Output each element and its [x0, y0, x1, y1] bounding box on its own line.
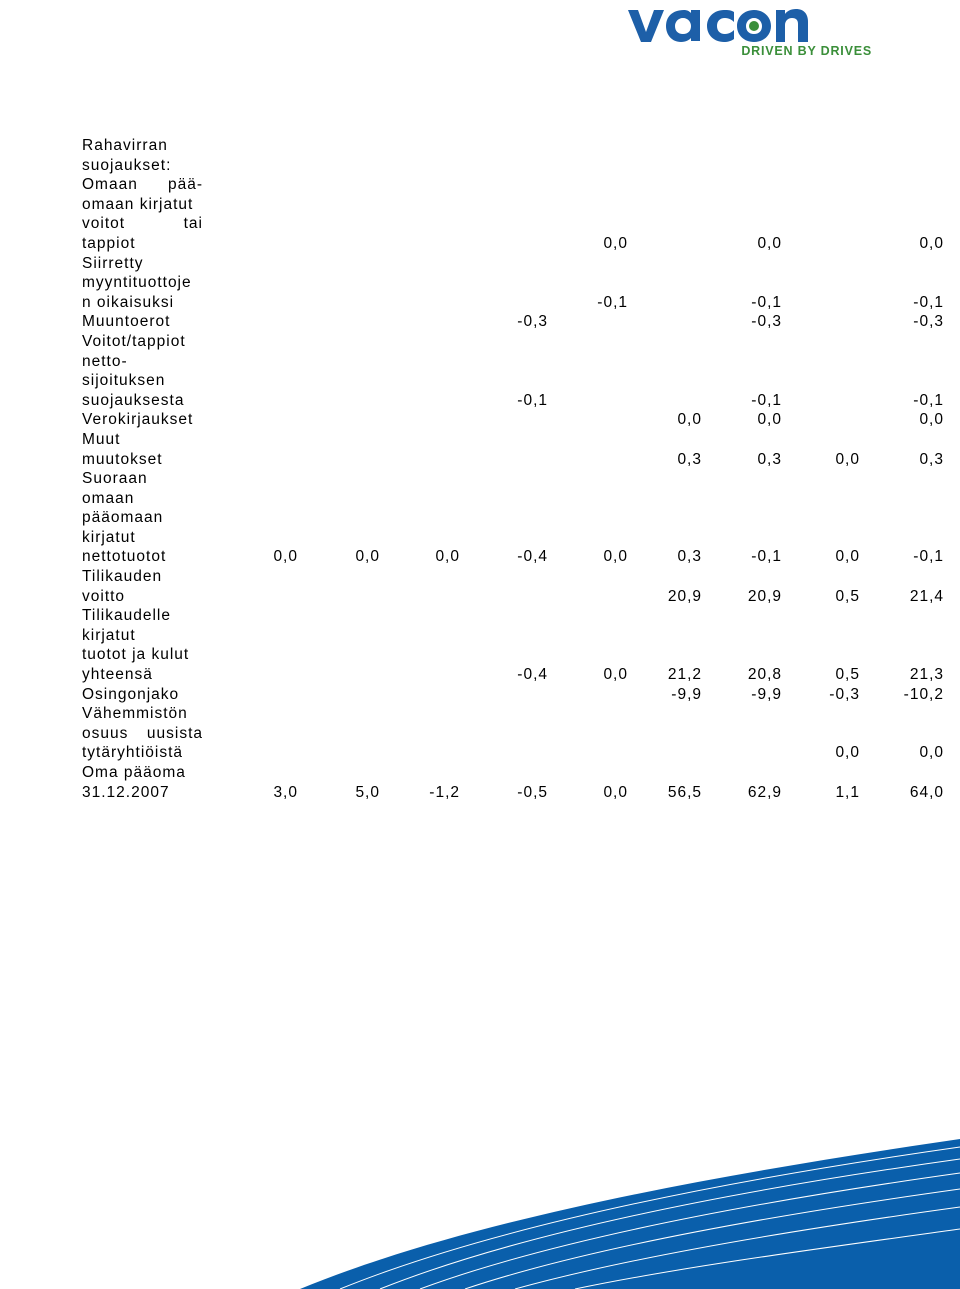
value-cell — [548, 410, 628, 430]
row-label-line: osuus uusista — [82, 724, 203, 742]
equity-statement-body — [82, 136, 944, 802]
value-cell: 0,0 — [757, 411, 782, 429]
row-label-line: pääomaan — [82, 509, 164, 527]
value-cell: 3,0 — [273, 783, 298, 801]
value-cell: 0,0 — [919, 234, 944, 252]
value-cell: 0,0 — [603, 666, 628, 684]
table-row — [82, 567, 944, 606]
value-cell — [782, 136, 860, 254]
table-row — [82, 136, 944, 254]
value-cell — [212, 136, 298, 254]
value-cell — [628, 254, 702, 313]
row-label-line: suojauksesta — [82, 391, 185, 409]
value-cell: 1,1 — [835, 783, 860, 801]
value-cell — [380, 704, 460, 763]
row-label-line: Rahavirran — [82, 137, 168, 154]
row-label-line: nettotuotot — [82, 548, 167, 566]
value-cell — [298, 567, 380, 606]
value-cell — [212, 312, 298, 332]
row-label-line: tappiot — [82, 234, 136, 252]
value-cell — [782, 312, 860, 332]
row-label-line: Siirretty — [82, 254, 144, 272]
value-cell: 20,9 — [747, 587, 782, 605]
table-row — [82, 704, 944, 763]
row-label-line: sijoituksen — [82, 372, 166, 390]
row-label-line: Tilikauden — [82, 568, 163, 586]
value-cell: 0,0 — [835, 548, 860, 566]
row-label — [82, 332, 212, 410]
value-cell: -0,3 — [517, 313, 548, 331]
value-cell — [380, 685, 460, 705]
value-cell: -0,3 — [751, 313, 782, 331]
row-label-line: myyntituottoje — [82, 274, 192, 292]
value-cell — [380, 430, 460, 469]
value-cell: 20,8 — [747, 666, 782, 684]
value-cell — [628, 136, 702, 254]
value-cell — [782, 254, 860, 313]
value-cell — [460, 685, 548, 705]
value-cell: -0,1 — [517, 391, 548, 409]
row-label — [82, 469, 212, 567]
value-cell: 0,5 — [835, 666, 860, 684]
row-label — [82, 430, 212, 469]
value-cell: 0,0 — [919, 744, 944, 762]
value-cell — [548, 685, 628, 705]
row-label-line: suojaukset: — [82, 156, 172, 174]
value-cell — [548, 430, 628, 469]
value-cell: 5,0 — [355, 783, 380, 801]
value-cell: -0,4 — [517, 666, 548, 684]
value-cell — [380, 332, 460, 410]
row-label-line: Suoraan — [82, 470, 148, 488]
value-cell: -0,1 — [913, 293, 944, 311]
value-cell — [460, 410, 548, 430]
table-row — [82, 606, 944, 684]
value-cell: 0,3 — [757, 450, 782, 468]
table-row — [82, 685, 944, 705]
value-cell — [380, 136, 460, 254]
value-cell — [460, 430, 548, 469]
value-cell — [628, 704, 702, 763]
value-cell: 0,0 — [435, 548, 460, 566]
value-cell: -0,4 — [517, 548, 548, 566]
row-label-line: Osingonjako — [82, 685, 180, 703]
value-cell: -0,1 — [597, 293, 628, 311]
value-cell: -0,1 — [913, 391, 944, 409]
row-label-line: omaan — [82, 489, 135, 507]
row-label — [82, 763, 212, 802]
row-label-line: Muuntoerot — [82, 313, 171, 331]
value-cell: 0,0 — [757, 234, 782, 252]
row-label — [82, 254, 212, 313]
value-cell — [460, 136, 548, 254]
table-row — [82, 254, 944, 313]
value-cell: 21,2 — [667, 666, 702, 684]
value-cell — [298, 136, 380, 254]
row-label-line: Verokirjaukset — [82, 411, 194, 429]
row-label-line: 31.12.2007 — [82, 783, 170, 801]
value-cell: -0,3 — [829, 685, 860, 703]
value-cell: -0,5 — [517, 783, 548, 801]
row-label — [82, 410, 212, 430]
value-cell — [212, 430, 298, 469]
value-cell — [548, 312, 628, 332]
value-cell — [212, 332, 298, 410]
row-label-line: netto- — [82, 352, 128, 370]
value-cell — [380, 410, 460, 430]
value-cell — [212, 606, 298, 684]
vacon-tagline: DRIVEN BY DRIVES — [741, 44, 872, 58]
value-cell: -0,1 — [913, 548, 944, 566]
value-cell: 56,5 — [667, 783, 702, 801]
value-cell — [212, 704, 298, 763]
row-label — [82, 136, 212, 254]
value-cell: 0,5 — [835, 587, 860, 605]
value-cell — [782, 410, 860, 430]
value-cell: 0,0 — [677, 411, 702, 429]
value-cell — [212, 567, 298, 606]
value-cell: -0,1 — [751, 293, 782, 311]
value-cell — [702, 704, 782, 763]
value-cell: 0,0 — [835, 450, 860, 468]
row-label — [82, 567, 212, 606]
table-row — [82, 312, 944, 332]
value-cell: 0,3 — [677, 548, 702, 566]
value-cell: 0,3 — [919, 450, 944, 468]
row-label-line: n oikaisuksi — [82, 293, 175, 311]
table-row — [82, 763, 944, 802]
vacon-wordmark — [626, 4, 816, 44]
row-label-line: tuotot ja kulut — [82, 646, 190, 664]
row-label-line: Muut — [82, 430, 121, 448]
row-label-line: muutokset — [82, 450, 163, 468]
value-cell — [298, 332, 380, 410]
value-cell: 0,0 — [835, 744, 860, 762]
row-label — [82, 685, 212, 705]
row-label — [82, 704, 212, 763]
value-cell: 0,0 — [603, 783, 628, 801]
footer-swoosh — [0, 1139, 960, 1289]
row-label-line: tytäryhtiöistä — [82, 744, 184, 762]
row-label-line: kirjatut — [82, 626, 136, 644]
row-label-line: kirjatut — [82, 528, 136, 546]
value-cell: 21,4 — [909, 587, 944, 605]
value-cell: 0,0 — [603, 234, 628, 252]
value-cell — [628, 332, 702, 410]
row-label-line: Omaan pää- — [82, 176, 203, 194]
row-label — [82, 312, 212, 332]
value-cell: 0,0 — [919, 411, 944, 429]
value-cell — [460, 704, 548, 763]
value-cell — [212, 685, 298, 705]
value-cell — [548, 704, 628, 763]
value-cell: 64,0 — [909, 783, 944, 801]
table-row — [82, 469, 944, 567]
value-cell — [380, 606, 460, 684]
value-cell — [380, 312, 460, 332]
value-cell — [298, 704, 380, 763]
value-cell: 21,3 — [909, 666, 944, 684]
value-cell: 0,0 — [355, 548, 380, 566]
value-cell — [782, 332, 860, 410]
value-cell: -1,2 — [429, 783, 460, 801]
row-label-line: yhteensä — [82, 666, 153, 684]
row-label-line: omaan kirjatut — [82, 195, 194, 213]
value-cell — [628, 312, 702, 332]
row-label-line: Tilikaudelle — [82, 607, 171, 625]
value-cell: 20,9 — [667, 587, 702, 605]
row-label-line: Vähemmistön — [82, 705, 188, 723]
value-cell: -9,9 — [751, 685, 782, 703]
value-cell — [460, 567, 548, 606]
value-cell — [212, 254, 298, 313]
value-cell — [298, 430, 380, 469]
value-cell — [548, 567, 628, 606]
value-cell: 62,9 — [747, 783, 782, 801]
row-label-line: voitot tai — [82, 215, 203, 233]
value-cell — [298, 606, 380, 684]
vacon-logo — [626, 4, 872, 62]
value-cell — [380, 254, 460, 313]
equity-statement-table — [82, 136, 944, 802]
value-cell — [298, 312, 380, 332]
value-cell — [548, 332, 628, 410]
value-cell — [212, 410, 298, 430]
row-label — [82, 606, 212, 684]
value-cell — [298, 410, 380, 430]
row-label-line: voitto — [82, 587, 126, 605]
value-cell — [298, 254, 380, 313]
value-cell — [298, 685, 380, 705]
value-cell — [460, 254, 548, 313]
table-row — [82, 332, 944, 410]
value-cell: -0,1 — [751, 548, 782, 566]
value-cell: -0,1 — [751, 391, 782, 409]
row-label-line: Oma pääoma — [82, 764, 186, 781]
value-cell: 0,3 — [677, 450, 702, 468]
value-cell — [380, 567, 460, 606]
table-row — [82, 430, 944, 469]
value-cell: -9,9 — [671, 685, 702, 703]
value-cell: -0,3 — [913, 313, 944, 331]
value-cell: 0,0 — [273, 548, 298, 566]
value-cell: -10,2 — [903, 685, 944, 703]
table-row — [82, 410, 944, 430]
value-cell: 0,0 — [603, 548, 628, 566]
row-label-line: Voitot/tappiot — [82, 332, 186, 350]
